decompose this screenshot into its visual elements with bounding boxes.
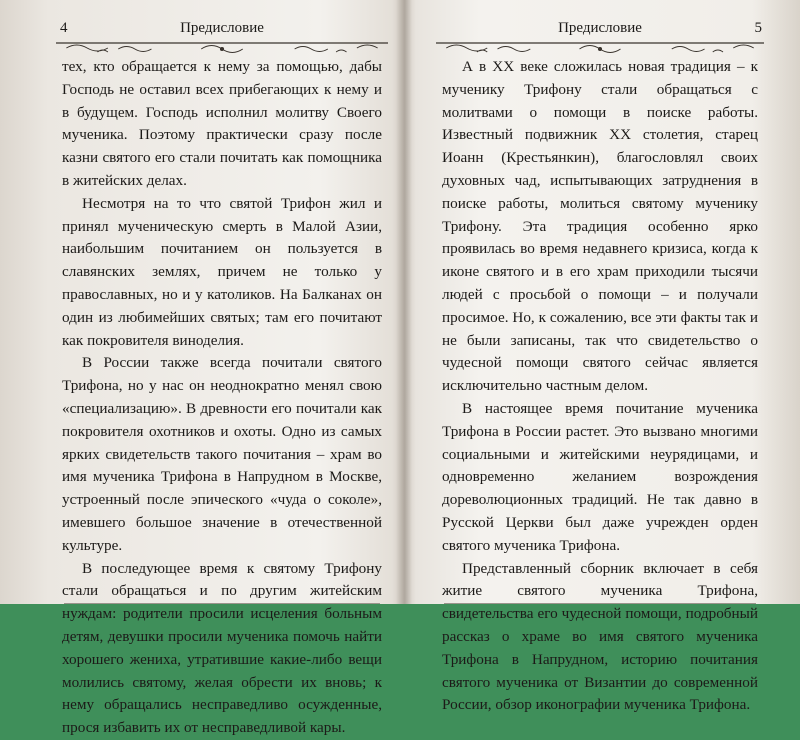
right-running-title: Предисловие <box>558 20 642 36</box>
right-paragraph-1: А в XX веке сложилась новая традиция – к мученику Трифону стали обращаться с молитвами о помощи в поиске работы. Известный подвижник XX столетия, старец Иоанн (Крестьянкин), благословлял своих духовных чад, испытывающих затруднения в поиске работы, молиться святому мученику Трифону. Эта традиция особенно ярко проявилась во время недавнего кризиса, когда к иконе святого и в его храм приходили тысячи людей с просьбой о помощи – и получали просимое. Но, к сожалению, все эти факты так и не были записаны, так что свидетельство о чудесной помощи святого сейчас является исключительно частным делом. <box>442 58 758 395</box>
left-running-title: Предисловие <box>180 20 264 36</box>
book-gutter <box>396 0 412 604</box>
left-paragraph-3: В России также всегда почитали святого Трифона, но у нас он неоднократно менял свою «специализацию». В древности его почитали как покровителя охотников и охоты. Одно из самых ярких свидетельств такого почитания – храм во имя мученика Трифона в Напрудном в Москве, устроенный после эпического «чуда о соколе», имевшего большое значение в отечественной культуре. <box>62 354 382 554</box>
right-page-body <box>442 56 758 717</box>
left-page-number: 4 <box>60 20 68 36</box>
right-page-header <box>432 20 768 42</box>
right-page <box>432 0 768 714</box>
left-paragraph-4: В последующее время к святому Трифону стали обращаться и по другим житейским нуждам: родители просили исцеления больным детям, девушки просили мученика помочь найти хорошего жениха, утратившие какие-либо вещи молились святому, желая обрести их вновь; к нему обращались несправедливо осужденные, прося избавить их от несправедливой кары. <box>62 559 382 737</box>
right-page-number: 5 <box>754 20 762 36</box>
ornament-border-icon <box>56 40 388 56</box>
ornament-border-icon <box>436 40 764 56</box>
left-page-body <box>62 56 382 740</box>
left-paragraph-1: тех, кто обращается к нему за помощью, дабы Господь не оставил всех прибегающих к нему и в будущем. Господь исполнил молитву Своего мученика. Поэтому практически сразу после казни святого его стали почитать как помощника в житейских делах. <box>62 58 382 189</box>
right-paragraph-3: Представленный сборник включает в себя житие святого мученика Трифона, свидетельства его чудесной помощи, подробный рассказ о храме во имя святого мученика Трифона в Напрудном, историю почитания святого мученика от Византии до современной России, обзор иконографии мученика Трифона. <box>442 559 758 714</box>
left-paragraph-2: Несмотря на то что святой Трифон жил и принял мученическую смерть в Малой Азии, наибольшим почитанием он пользуется в славянских землях, причем не только у православных, но и у католиков. На Балканах он один из любимейших святых; там его почитают как покровителя виноделия. <box>62 194 382 349</box>
left-page-header <box>52 20 392 42</box>
right-paragraph-2: В настоящее время почитание мученика Трифона в России растет. Это вызвано многими социальными и житейскими неурядицами, и одновременно желанием возрождения дореволюционных традиций. Не так давно в Русской Церкви был даже учрежден орден святого мученика Трифона. <box>442 399 758 554</box>
left-page <box>52 0 392 737</box>
